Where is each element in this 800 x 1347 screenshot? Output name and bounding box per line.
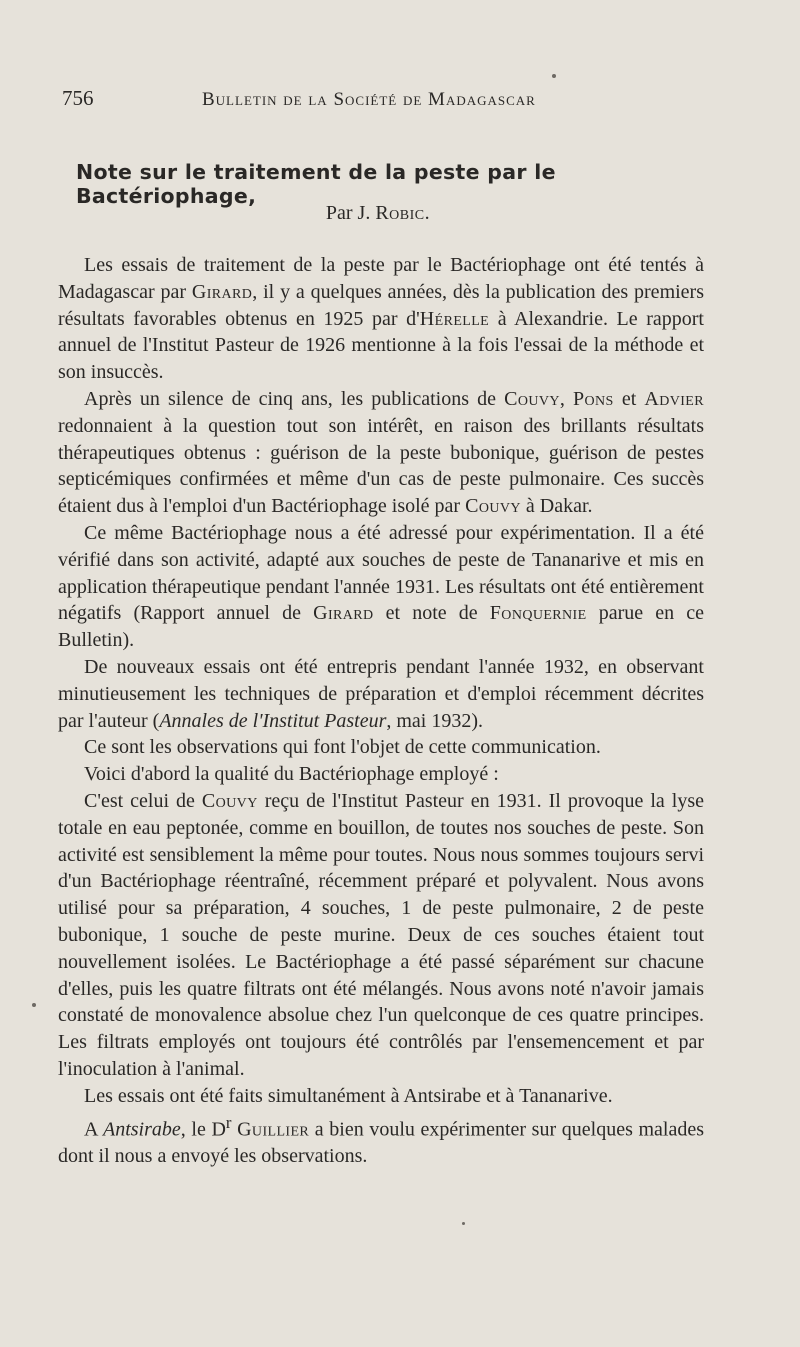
paragraph-5: Ce sont les observations qui font l'objet de cette communication. [84, 736, 601, 759]
author-ref-couvy: Couvy [201, 789, 258, 812]
text-run: redonnaient à la question tout son intérêt, en raison des brillants résultats thérapeutiques obtenus : guérison de la peste bubonique, guérison de pestes septicémiques confirmées et même d'un cas de peste pulmonaire. Ces succès étaient dus à l'emploi d'un Bactériophage isolé par [58, 414, 704, 518]
text-run: Les essais de traitement de la peste par le Bactériophage ont été tentés à Madagascar par [58, 254, 704, 303]
text-run: à Dakar. [520, 495, 593, 518]
running-header [62, 86, 712, 116]
paragraph-2 [58, 386, 704, 520]
byline-prefix: Par J. [325, 202, 376, 224]
paragraph-9 [58, 1110, 704, 1170]
author-ref-herelle: Hérelle [419, 307, 490, 330]
text-run: , mai 1932). [386, 709, 484, 732]
text-run: parue en ce Bulletin). [58, 602, 704, 652]
author-ref-pons: Pons [572, 387, 614, 410]
text-run: , il y a quelques années, dès la publication des premiers résultats favorables obtenus en 1925 par d' [58, 280, 704, 330]
place-name: Antsirabe [102, 1118, 181, 1141]
author-ref-couvy: Couvy [504, 387, 560, 410]
author-ref-couvy: Couvy [465, 495, 521, 518]
text-run: a bien voulu expérimenter sur quelques malades dont il nous a envoyé les observations. [58, 1118, 705, 1167]
author-ref-fonquernie: Fonquernie [489, 602, 587, 625]
article-title: Note sur le traitement de la peste par le Bactériophage, [76, 160, 556, 208]
text-run: et note de [373, 602, 490, 625]
paragraph-3 [58, 520, 704, 654]
paragraph-8: Les essais ont été faits simultanément à Antsirabe et à Tananarive. [84, 1084, 613, 1107]
print-speck [32, 1003, 36, 1007]
paragraph-7 [58, 788, 704, 1083]
print-speck [552, 74, 556, 78]
author-ref-girard: Girard [313, 602, 374, 625]
text-run: à Alexandrie. Le rapport annuel de l'Institut Pasteur de 1926 mentionne à la fois l'essai de la méthode et son insuccès. [58, 307, 704, 384]
author-ref-guillier: Guillier [237, 1118, 310, 1141]
text-run: De nouveaux essais ont été entrepris pendant l'année 1932, en observant minutieusement les techniques de préparation et d'emploi récemment décrites par l'auteur ( [58, 655, 704, 732]
title-superscript: r [225, 1112, 232, 1132]
text-run: , [559, 387, 573, 410]
journal-reference: Annales de l'Institut Pasteur [159, 709, 387, 732]
author-ref-advier: Advier [644, 387, 704, 410]
text-run: , le D [180, 1118, 226, 1141]
page-number: 756 [62, 86, 94, 110]
paragraph-4 [58, 654, 704, 734]
author-ref-girard: Girard [191, 280, 253, 303]
byline [0, 202, 756, 225]
text-run: A [84, 1118, 103, 1141]
journal-title: Bulletin de la Société de Madagascar [202, 89, 536, 110]
text-run: Ce même Bactériophage nous a été adressé pour expérimentation. Il a été vérifié dans son activité, adapté aux souches de peste de Tananarive et mis en application thérapeutique pendant l'année 1931. Les résultats ont été entièrement négatifs (Rapport annuel de [58, 521, 704, 625]
text-run: Après un silence de cinq ans, les publications de [84, 387, 505, 410]
paragraph-1 [58, 252, 704, 386]
text-run: et [613, 387, 645, 410]
author-name: Robic. [375, 202, 431, 224]
text-run: C'est celui de [84, 789, 202, 812]
print-speck [462, 1222, 465, 1225]
article-body [58, 252, 704, 1170]
text-run: reçu de l'Institut Pasteur en 1931. Il provoque la lyse totale en eau peptonée, comme en bouillon, de toutes nos souches de peste. Son activité est sensiblement la même pour toutes. Nous nous sommes toujours servi d'un Bactériophage réentraîné, récemment préparé et polyvalent. Nous avons utilisé pour sa préparation, 4 souches, 1 de peste pulmonaire, 2 de peste bubonique, 1 souche de peste murine. Deux de ces souches étaient tout nouvellement isolées. Le Bactériophage a été passé séparément sur chacune d'elles, puis les quatre filtrats ont été mélangés. Nous avons noté n'avoir jamais constaté de monovalence absolue chez l'un quelconque de ces quatre principes. Les filtrats employés ont toujours été contrôlés par l'ensemencement et par l'inoculation à l'animal. [58, 789, 705, 1080]
paragraph-6: Voici d'abord la qualité du Bactériophage employé : [84, 763, 499, 786]
